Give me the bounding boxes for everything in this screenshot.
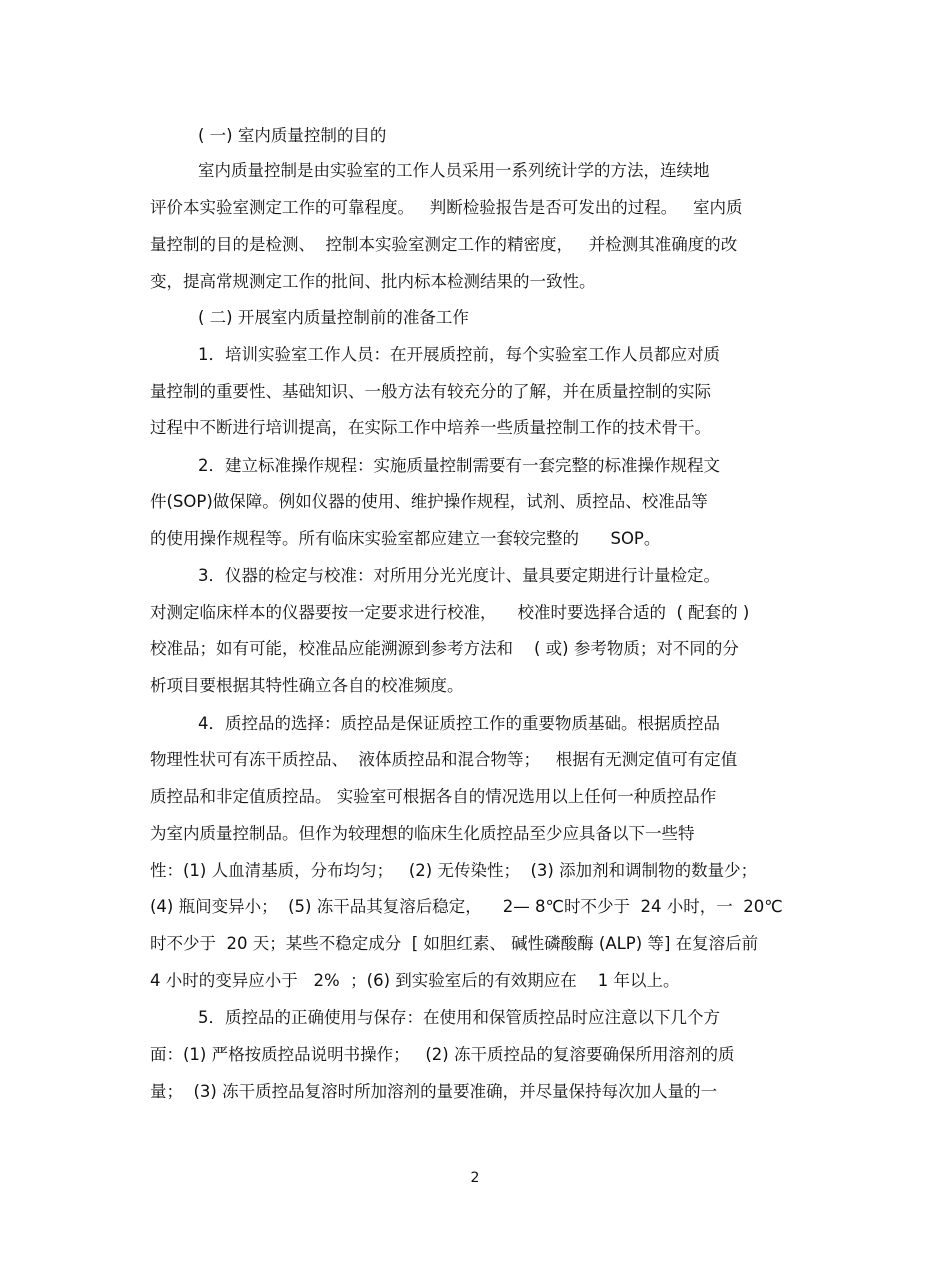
paragraph-line: 校准品；如有可能，校准品应能溯源到参考方法和 ( 或) 参考物质；对不同的分	[150, 639, 739, 658]
paragraph-line: 对测定临床样本的仪器要按一定要求进行校准， 校准时要选择合适的 ( 配套的 )	[150, 603, 750, 622]
paragraph-line: 质控品和非定值质控品。 实验室可根据各自的情况选用以上任何一种质控品作	[150, 787, 717, 806]
section-heading-1: ( 一) 室内质量控制的目的	[198, 126, 387, 145]
paragraph-line: 析项目要根据其特性确立各自的校准频度。	[150, 676, 464, 695]
paragraph-line: 3．仪器的检定与校准：对所用分光光度计、量具要定期进行计量检定。	[198, 566, 720, 585]
paragraph-line: (4) 瓶间变异小； (5) 冻干品其复溶后稳定， 2— 8℃时不少于 24 小时，一 20℃	[150, 897, 783, 916]
paragraph-line: 性：(1) 人血清基质，分布均匀； (2) 无传染性； (3) 添加剂和调制物的数量少；	[150, 861, 758, 880]
paragraph-line: 过程中不断进行培训提高，在实际工作中培养一些质量控制工作的技术骨干。	[150, 418, 711, 437]
paragraph-line: 的使用操作规程等。所有临床实验室都应建立一套较完整的 SOP。	[150, 529, 661, 548]
paragraph-line: 4．质控品的选择：质控品是保证质控工作的重要物质基础。根据质控品	[198, 714, 720, 733]
paragraph-line: 变，提高常规测定工作的批间、批内标本检测结果的一致性。	[150, 272, 596, 291]
section-heading-2: ( 二) 开展室内质量控制前的准备工作	[198, 308, 469, 327]
paragraph-line: 面：(1) 严格按质控品说明书操作； (2) 冻干质控品的复溶要确保所用溶剂的质	[150, 1045, 735, 1064]
paragraph-line: 评价本实验室测定工作的可靠程度。 判断检验报告是否可发出的过程。 室内质	[150, 198, 743, 217]
paragraph-line: 量控制的重要性、基础知识、一般方法有较充分的了解，并在质量控制的实际	[150, 382, 711, 401]
paragraph-line: 室内质量控制是由实验室的工作人员采用一系列统计学的方法，连续地	[198, 161, 710, 180]
paragraph-line: 1．培训实验室工作人员：在开展质控前，每个实验室工作人员都应对质	[198, 345, 720, 364]
paragraph-line: 为室内质量控制品。但作为较理想的临床生化质控品至少应具备以下一些特	[150, 824, 695, 843]
paragraph-line: 4 小时的变异应小于 2% ；(6) 到实验室后的有效期应在 1 年以上。	[150, 971, 680, 990]
paragraph-line: 时不少于 20 天；某些不稳定成分 [ 如胆红素、 碱性磷酸酶 (ALP) 等] 在复溶后前	[150, 934, 759, 953]
paragraph-line: 量控制的目的是检测、 控制本实验室测定工作的精密度， 并检测其准确度的改	[150, 235, 738, 254]
page-number: 2	[470, 1170, 480, 1186]
paragraph-line: 5．质控品的正确使用与保存：在使用和保管质控品时应注意以下几个方	[198, 1008, 720, 1027]
paragraph-line: 物理性状可有冻干质控品、 液体质控品和混合物等； 根据有无测定值可有定值	[150, 750, 738, 769]
paragraph-line: 件(SOP)做保障。例如仪器的使用、维护操作规程，试剂、质控品、校准品等	[150, 492, 708, 511]
paragraph-line: 2．建立标准操作规程：实施质量控制需要有一套完整的标准操作规程文	[198, 456, 720, 475]
paragraph-line: 量； (3) 冻干质控品复溶时所加溶剂的量要准确，并尽量保持每次加人量的一	[150, 1082, 718, 1101]
